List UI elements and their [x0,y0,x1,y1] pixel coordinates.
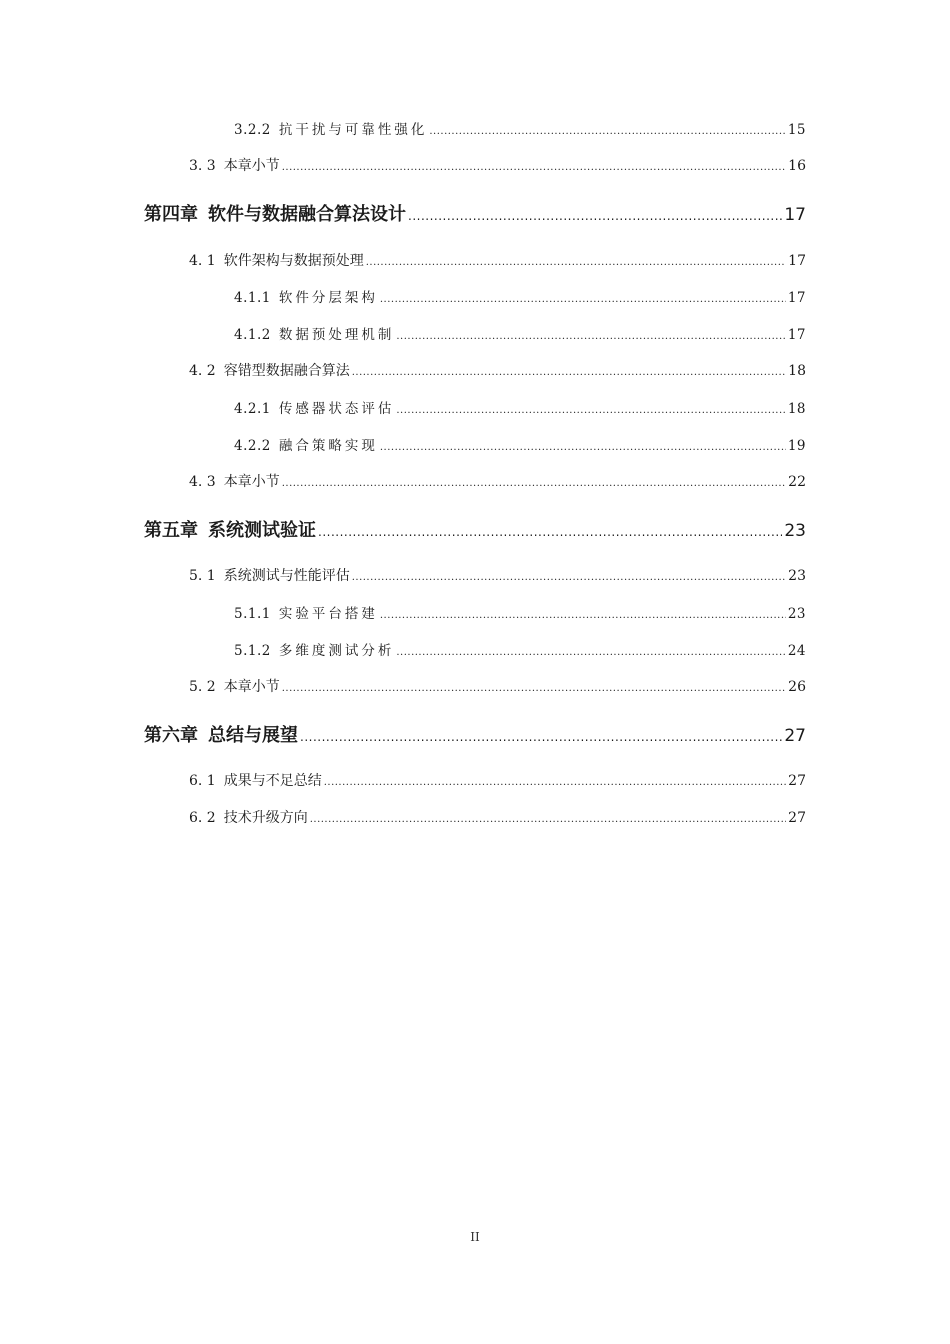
toc-entry-number: 4. 2 [189,363,216,379]
toc-entry-5-2[interactable] [0,676,950,696]
toc-entry-page: 23 [787,606,806,622]
toc-entry-page: 27 [788,810,806,826]
toc-entry-4-2[interactable] [0,360,950,380]
toc-entry-page: 18 [787,401,806,417]
toc-entry-title: 成果与不足总结 [223,773,322,789]
dot-leader [396,331,785,342]
toc-entry-page: 24 [787,643,806,659]
toc-entry-3-2-2[interactable] [0,118,950,138]
dot-leader [396,405,785,416]
toc-entry-title: 多维度测试分析 [278,643,395,659]
dot-leader [429,126,785,137]
dot-leader [282,478,786,489]
dot-leader [310,814,786,825]
toc-entry-5-1-1[interactable] [0,602,950,622]
toc-chapter-6[interactable] [0,721,950,747]
toc-entry-number: 3.2.2 [234,122,271,138]
dot-leader [380,442,786,453]
toc-entry-page: 23 [788,568,806,584]
toc-entry-4-1-1[interactable] [0,286,950,306]
toc-entry-page: 18 [788,363,806,379]
toc-entry-number: 4.1.1 [234,290,271,306]
toc-entry-number: 4.2.2 [234,438,271,454]
toc-entry-page: 26 [788,679,806,695]
toc-entry-number: 3. 3 [189,158,216,174]
toc-chapter-number: 第六章 [144,725,198,746]
toc-entry-4-2-2[interactable] [0,434,950,454]
toc-entry-5-1[interactable] [0,565,950,585]
toc-entry-title: 软件分层架构 [278,290,378,306]
page-number: II [470,1230,480,1244]
toc-entry-title: 抗干扰与可靠性强化 [278,122,428,138]
toc-entry-number: 5. 1 [189,568,216,584]
dot-leader [352,367,786,378]
toc-chapter-4[interactable] [0,200,950,226]
toc-entry-page: 16 [788,158,806,174]
toc-entry-3-3[interactable] [0,155,950,175]
toc-entry-number: 4.2.1 [234,401,271,417]
toc-entry-title: 本章小节 [223,679,280,695]
dot-leader [408,209,782,223]
toc-entry-title: 容错型数据融合算法 [223,363,350,379]
toc-entry-title: 本章小节 [223,474,280,490]
dot-leader [380,294,786,305]
dot-leader [366,257,786,268]
dot-leader [300,730,782,744]
toc-entry-page: 22 [788,474,806,490]
dot-leader [324,777,786,788]
dot-leader [352,572,786,583]
toc-entry-page: 27 [788,773,806,789]
toc-entry-5-1-2[interactable] [0,639,950,659]
toc-chapter-title: 总结与展望 [208,725,298,746]
toc-entry-page: 27 [784,726,806,746]
toc-entry-title: 软件架构与数据预处理 [223,253,364,269]
toc-entry-page: 17 [784,205,806,225]
toc-entry-title: 实验平台搭建 [278,606,378,622]
toc-entry-4-2-1[interactable] [0,397,950,417]
dot-leader [282,162,786,173]
toc-entry-number: 4. 1 [189,253,216,269]
dot-leader [282,683,786,694]
toc-entry-page: 15 [787,122,806,138]
toc-entry-page: 17 [787,327,806,343]
toc-chapter-title: 系统测试验证 [208,520,316,541]
toc-entry-page: 19 [787,438,806,454]
toc-entry-page: 17 [788,253,806,269]
toc-entry-4-1[interactable] [0,250,950,270]
toc-entry-6-2[interactable] [0,807,950,827]
toc-entry-6-1[interactable] [0,770,950,790]
toc-entry-number: 5. 2 [189,679,216,695]
toc-entry-title: 技术升级方向 [223,810,308,826]
toc-entry-title: 融合策略实现 [278,438,378,454]
toc-entry-title: 系统测试与性能评估 [223,568,350,584]
toc-chapter-title: 软件与数据融合算法设计 [208,204,406,225]
toc-entry-number: 4.1.2 [234,327,271,343]
toc-entry-4-3[interactable] [0,471,950,491]
dot-leader [396,647,785,658]
toc-entry-number: 6. 2 [189,810,216,826]
toc-entry-title: 数据预处理机制 [278,327,395,343]
toc-entry-page: 17 [787,290,806,306]
dot-leader [318,525,782,539]
toc-chapter-5[interactable] [0,516,950,542]
toc-chapter-number: 第四章 [144,204,198,225]
toc-entry-title: 传感器状态评估 [278,401,395,417]
toc-chapter-number: 第五章 [144,520,198,541]
toc-entry-number: 4. 3 [189,474,216,490]
toc-entry-title: 本章小节 [223,158,280,174]
toc-entry-4-1-2[interactable] [0,323,950,343]
toc-entry-page: 23 [784,521,806,541]
toc-entry-number: 6. 1 [189,773,216,789]
dot-leader [380,610,786,621]
toc-entry-number: 5.1.1 [234,606,271,622]
toc-entry-number: 5.1.2 [234,643,271,659]
